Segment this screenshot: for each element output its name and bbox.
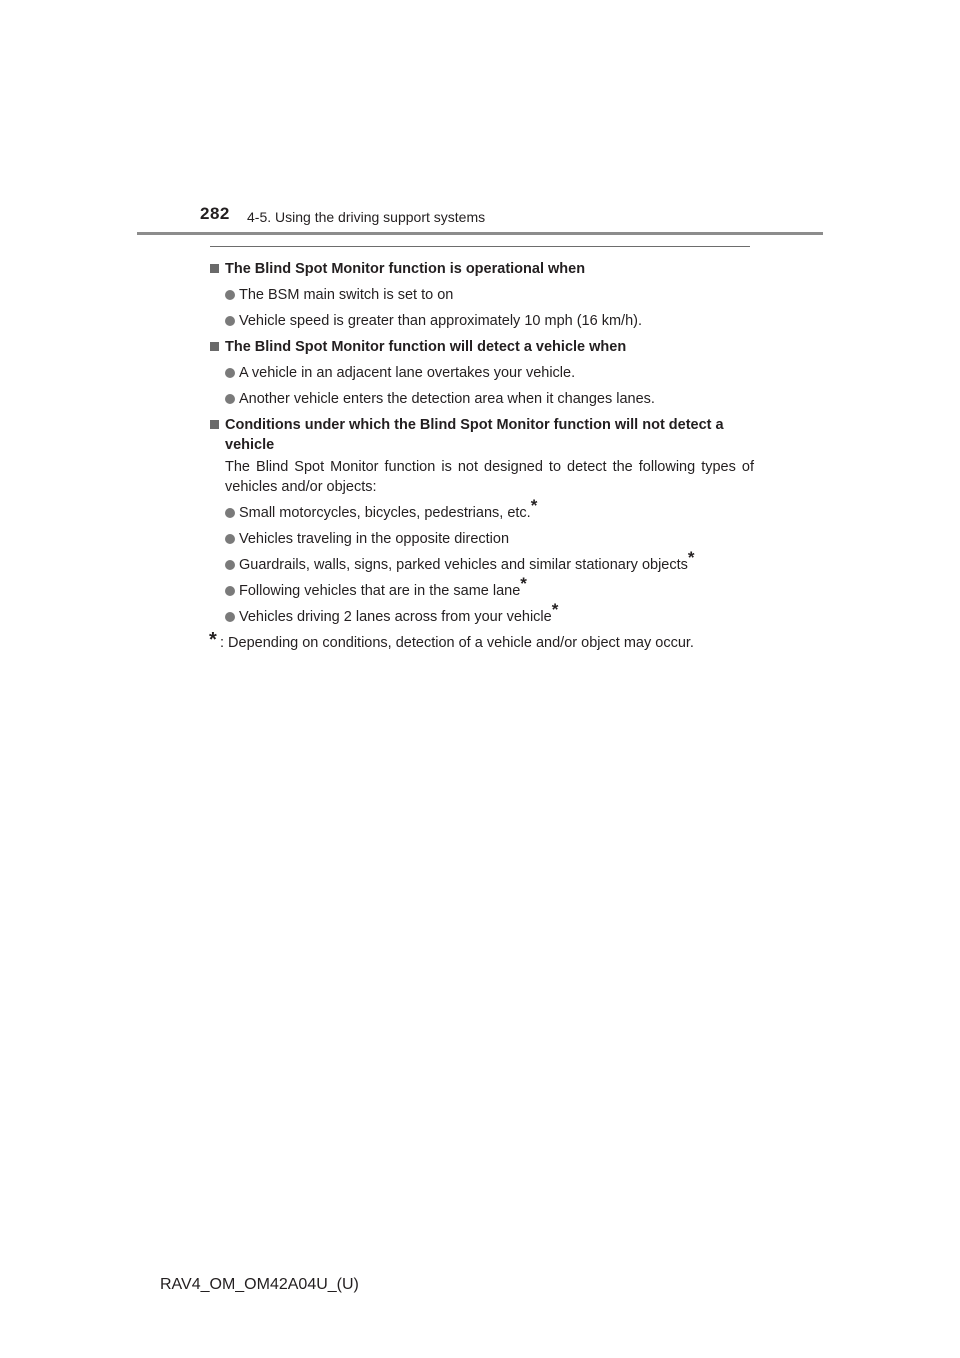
list-item [209,496,754,523]
circle-bullet-icon [225,316,235,326]
circle-bullet-icon [225,394,235,404]
footnote-marker: * [520,574,527,593]
section-heading-text: The Blind Spot Monitor function will detect a vehicle when [225,339,627,355]
list-item-text: Vehicles traveling in the opposite direction [239,531,510,547]
circle-bullet-icon [225,586,235,596]
list-item [209,600,754,627]
list-item-text: Guardrails, walls, signs, parked vehicles and similar stationary objects [239,557,688,573]
circle-bullet-icon [225,534,235,544]
footnote-marker: * [530,496,538,515]
section-heading [209,259,754,279]
section-heading [209,415,754,455]
square-bullet-icon [210,264,219,273]
list-item-text: Vehicles driving 2 lanes across from your vehicle [239,609,552,625]
circle-bullet-icon [225,560,235,570]
footnote-star: * [209,629,217,651]
list-item [209,548,754,575]
content-divider [210,246,750,247]
footnote [209,629,754,653]
square-bullet-icon [210,342,219,351]
circle-bullet-icon [225,612,235,622]
section-paragraph: The Blind Spot Monitor function is not designed to detect the following types of vehicles and/or objects: [225,459,754,495]
footnote-text: : Depending on conditions, detection of a vehicle and/or object may occur. [220,635,694,651]
footnote-marker: * [551,600,559,619]
list-item [209,285,754,305]
list-item [209,363,754,383]
footnote-marker: * [687,548,695,567]
section-heading-text: Conditions under which the Blind Spot Monitor function will not detect a vehicle [225,417,724,453]
list-item-text: A vehicle in an adjacent lane overtakes your vehicle. [239,365,576,381]
circle-bullet-icon [225,508,235,518]
square-bullet-icon [210,420,219,429]
list-item-text: Following vehicles that are in the same lane [239,583,521,599]
page-number: 282 [200,204,230,223]
list-item [209,574,754,601]
circle-bullet-icon [225,290,235,300]
list-item-text: The BSM main switch is set to on [239,287,454,303]
document-code: RAV4_OM_OM42A04U_(U) [160,1276,359,1293]
list-item [209,311,754,331]
section-heading [209,337,754,357]
header-divider [137,232,823,235]
list-item [209,529,754,549]
list-item-text: Small motorcycles, bicycles, pedestrians, etc. [239,505,531,521]
list-item-text: Another vehicle enters the detection area when it changes lanes. [239,391,655,407]
page-content [209,259,754,653]
section-heading-text: The Blind Spot Monitor function is operational when [225,261,586,277]
section-title: 4-5. Using the driving support systems [247,209,486,225]
list-item [209,389,754,409]
circle-bullet-icon [225,368,235,378]
list-item-text: Vehicle speed is greater than approximately 10 mph (16 km/h). [239,313,642,329]
